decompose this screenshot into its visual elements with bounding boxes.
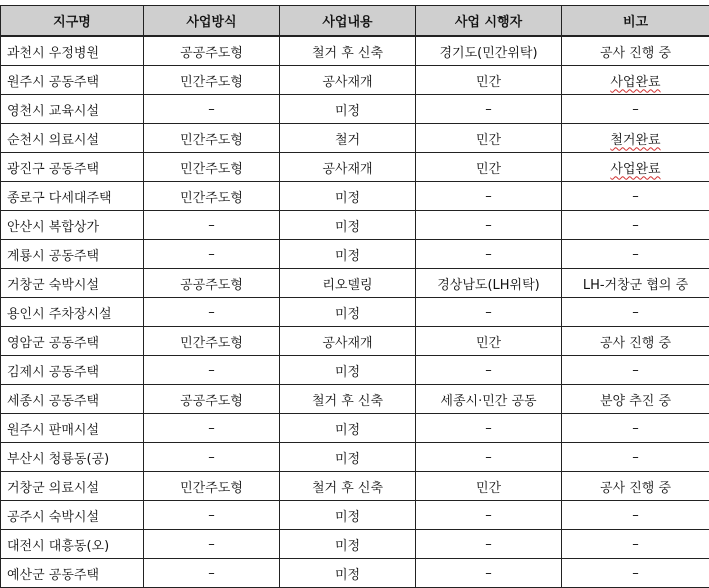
cell-note-text: –: [632, 217, 639, 233]
header-row: [1, 6, 709, 37]
cell-method: [144, 530, 280, 559]
cell-note: [562, 240, 709, 269]
cell-district-text: 광진구 공동주택: [7, 161, 100, 177]
cell-district: [1, 559, 144, 588]
cell-operator-text: 민간: [475, 335, 502, 351]
cell-method: [144, 356, 280, 385]
cell-method: [144, 182, 280, 211]
cell-note-text: 공사 진행 중: [599, 480, 672, 496]
cell-content-text: 미정: [334, 190, 361, 206]
cell-content-text: 미정: [334, 451, 361, 467]
cell-content: [280, 327, 416, 356]
cell-note-text: –: [632, 101, 639, 117]
cell-content-text: 미정: [334, 248, 361, 264]
cell-district-text: 영암군 공동주택: [7, 335, 100, 351]
cell-district-text: 계룡시 공동주택: [7, 248, 100, 264]
cell-district: [1, 95, 144, 124]
table-row: [1, 36, 709, 66]
cell-method: [144, 298, 280, 327]
cell-note-text: –: [632, 449, 639, 465]
cell-content: [280, 472, 416, 501]
cell-method-text: 민간주도형: [180, 74, 243, 90]
cell-district: [1, 327, 144, 356]
header-district: 지구명: [1, 6, 144, 37]
cell-district-text: 종로구 다세대주택: [7, 190, 112, 206]
cell-operator: [416, 182, 562, 211]
cell-district-text: 원주시 공동주택: [7, 74, 100, 90]
cell-operator-text: 민간: [475, 161, 502, 177]
cell-note-text: 철거완료: [610, 132, 661, 148]
cell-method-text: 공공주도형: [180, 277, 243, 293]
cell-note-text: –: [632, 420, 639, 436]
cell-note: [562, 36, 709, 66]
cell-content: [280, 269, 416, 298]
table-row: [1, 269, 709, 298]
cell-district-text: 영천시 교육시설: [7, 103, 100, 119]
cell-method-text: –: [208, 246, 215, 262]
cell-district: [1, 211, 144, 240]
cell-operator-text: –: [485, 420, 492, 436]
cell-operator: [416, 269, 562, 298]
cell-district: [1, 240, 144, 269]
cell-content-text: 공사재개: [322, 74, 373, 90]
table-row: [1, 356, 709, 385]
table-row: [1, 530, 709, 559]
cell-content: [280, 443, 416, 472]
cell-content: [280, 385, 416, 414]
cell-note-text: 분양 추진 중: [599, 393, 672, 409]
cell-district: [1, 124, 144, 153]
cell-method: [144, 211, 280, 240]
cell-operator-text: –: [485, 565, 492, 581]
cell-operator: [416, 95, 562, 124]
cell-method-text: –: [208, 362, 215, 378]
cell-note-text: –: [632, 536, 639, 552]
table-row: [1, 472, 709, 501]
cell-content-text: 공사재개: [322, 335, 373, 351]
cell-content: [280, 356, 416, 385]
cell-method-text: –: [208, 536, 215, 552]
cell-content-text: 미정: [334, 306, 361, 322]
cell-note-text: 공사 진행 중: [599, 335, 672, 351]
cell-operator-text: –: [485, 449, 492, 465]
cell-method: [144, 269, 280, 298]
table-body: [1, 36, 709, 588]
cell-note: [562, 269, 709, 298]
cell-note: [562, 356, 709, 385]
cell-district-text: 과천시 우정병원: [7, 45, 100, 61]
cell-district-text: 순천시 의료시설: [7, 132, 100, 148]
cell-operator: [416, 298, 562, 327]
table-row: [1, 153, 709, 182]
cell-district-text: 공주시 숙박시설: [7, 509, 100, 525]
cell-district: [1, 269, 144, 298]
cell-content: [280, 36, 416, 66]
cell-content-text: 미정: [334, 219, 361, 235]
cell-method-text: –: [208, 101, 215, 117]
cell-method: [144, 443, 280, 472]
cell-note-text: –: [632, 188, 639, 204]
table-row: [1, 240, 709, 269]
cell-note-text: –: [632, 362, 639, 378]
table-row: [1, 95, 709, 124]
cell-method: [144, 153, 280, 182]
cell-content-text: 공사재개: [322, 161, 373, 177]
cell-method: [144, 95, 280, 124]
cell-district: [1, 298, 144, 327]
cell-content: [280, 66, 416, 95]
cell-operator: [416, 124, 562, 153]
cell-district-text: 안산시 복합상가: [7, 219, 100, 235]
header-content: 사업내용: [280, 6, 416, 37]
cell-content: [280, 414, 416, 443]
cell-district-text: 대전시 대흥동(오): [7, 538, 110, 554]
table-row: [1, 211, 709, 240]
cell-note: [562, 559, 709, 588]
cell-note: [562, 385, 709, 414]
cell-operator: [416, 414, 562, 443]
cell-operator-text: –: [485, 101, 492, 117]
header-operator: 사업 시행자: [416, 6, 562, 37]
cell-content: [280, 211, 416, 240]
cell-operator-text: –: [485, 536, 492, 552]
header-method: 사업방식: [144, 6, 280, 37]
cell-method-text: –: [208, 565, 215, 581]
cell-operator: [416, 559, 562, 588]
cell-content-text: 철거 후 신축: [311, 45, 384, 61]
cell-content: [280, 124, 416, 153]
table-row: [1, 443, 709, 472]
cell-district: [1, 153, 144, 182]
cell-note: [562, 211, 709, 240]
table-row: [1, 66, 709, 95]
cell-content: [280, 530, 416, 559]
cell-method: [144, 66, 280, 95]
cell-note: [562, 414, 709, 443]
cell-note-text: –: [632, 565, 639, 581]
header-note: 비고: [562, 6, 709, 37]
cell-content-text: 철거 후 신축: [311, 393, 384, 409]
cell-content-text: 미정: [334, 567, 361, 583]
cell-method-text: –: [208, 449, 215, 465]
cell-operator: [416, 327, 562, 356]
cell-operator: [416, 36, 562, 66]
cell-operator-text: –: [485, 217, 492, 233]
cell-method: [144, 385, 280, 414]
cell-note: [562, 153, 709, 182]
cell-method-text: –: [208, 304, 215, 320]
cell-operator-text: 민간: [475, 480, 502, 496]
cell-operator: [416, 472, 562, 501]
cell-method: [144, 36, 280, 66]
cell-content: [280, 240, 416, 269]
cell-operator: [416, 501, 562, 530]
cell-method-text: 민간주도형: [180, 335, 243, 351]
cell-method: [144, 414, 280, 443]
cell-method: [144, 327, 280, 356]
cell-district-text: 세종시 공동주택: [7, 393, 100, 409]
cell-note: [562, 298, 709, 327]
cell-operator-text: –: [485, 362, 492, 378]
cell-method-text: –: [208, 217, 215, 233]
cell-method: [144, 124, 280, 153]
cell-district: [1, 356, 144, 385]
cell-method: [144, 240, 280, 269]
cell-district-text: 부산시 청룡동(공): [7, 451, 110, 467]
cell-note-text: 사업완료: [610, 74, 661, 90]
table-row: [1, 182, 709, 211]
cell-content: [280, 95, 416, 124]
table-row: [1, 327, 709, 356]
cell-note-text: –: [632, 304, 639, 320]
cell-operator: [416, 385, 562, 414]
cell-operator: [416, 443, 562, 472]
cell-content-text: 미정: [334, 509, 361, 525]
cell-district: [1, 443, 144, 472]
cell-content-text: 미정: [334, 364, 361, 380]
table-row: [1, 501, 709, 530]
cell-content: [280, 298, 416, 327]
cell-content-text: 미정: [334, 422, 361, 438]
cell-operator-text: –: [485, 507, 492, 523]
cell-district-text: 거창군 숙박시설: [7, 277, 100, 293]
cell-method-text: 민간주도형: [180, 161, 243, 177]
cell-content: [280, 153, 416, 182]
table-row: [1, 124, 709, 153]
cell-content-text: 철거 후 신축: [311, 480, 384, 496]
cell-operator-text: 민간: [475, 74, 502, 90]
table-row: [1, 559, 709, 588]
cell-note-text: 공사 진행 중: [599, 45, 672, 61]
cell-operator: [416, 240, 562, 269]
cell-note: [562, 327, 709, 356]
cell-method-text: –: [208, 507, 215, 523]
cell-note: [562, 472, 709, 501]
cell-content-text: 미정: [334, 103, 361, 119]
cell-method-text: 민간주도형: [180, 480, 243, 496]
cell-note: [562, 501, 709, 530]
cell-method: [144, 501, 280, 530]
cell-operator: [416, 153, 562, 182]
cell-note-text: –: [632, 246, 639, 262]
cell-note: [562, 95, 709, 124]
cell-district-text: 김제시 공동주택: [7, 364, 100, 380]
cell-district: [1, 414, 144, 443]
cell-operator-text: –: [485, 188, 492, 204]
cell-content: [280, 182, 416, 211]
cell-note-text: LH-거창군 협의 중: [582, 277, 689, 293]
cell-operator-text: 민간: [475, 132, 502, 148]
cell-note-text: 사업완료: [610, 161, 661, 177]
cell-operator: [416, 211, 562, 240]
cell-operator-text: 경상남도(LH위탁): [437, 277, 540, 293]
cell-district: [1, 182, 144, 211]
cell-district: [1, 530, 144, 559]
cell-content-text: 리오델링: [322, 277, 373, 293]
cell-district-text: 원주시 판매시설: [7, 422, 100, 438]
project-status-table: [0, 5, 709, 588]
table-row: [1, 414, 709, 443]
cell-note: [562, 530, 709, 559]
cell-method-text: 공공주도형: [180, 45, 243, 61]
cell-district-text: 예산군 공동주택: [7, 567, 100, 583]
cell-operator-text: 경기도(민간위탁): [439, 45, 538, 61]
cell-method-text: 민간주도형: [180, 190, 243, 206]
cell-method: [144, 472, 280, 501]
cell-district-text: 용인시 주차장시설: [7, 306, 112, 322]
cell-district: [1, 36, 144, 66]
cell-operator: [416, 530, 562, 559]
cell-note: [562, 124, 709, 153]
cell-content-text: 미정: [334, 538, 361, 554]
cell-content: [280, 559, 416, 588]
cell-method: [144, 559, 280, 588]
cell-note-text: –: [632, 507, 639, 523]
table-row: [1, 298, 709, 327]
cell-content: [280, 501, 416, 530]
cell-operator: [416, 66, 562, 95]
cell-district: [1, 385, 144, 414]
cell-note: [562, 182, 709, 211]
cell-method-text: 민간주도형: [180, 132, 243, 148]
cell-operator-text: –: [485, 246, 492, 262]
cell-method-text: 공공주도형: [180, 393, 243, 409]
cell-operator-text: 세종시·민간 공동: [440, 393, 537, 409]
cell-district: [1, 501, 144, 530]
cell-district: [1, 66, 144, 95]
cell-content-text: 철거: [334, 132, 361, 148]
cell-district: [1, 472, 144, 501]
cell-note: [562, 443, 709, 472]
cell-district-text: 거창군 의료시설: [7, 480, 100, 496]
cell-note: [562, 66, 709, 95]
cell-operator-text: –: [485, 304, 492, 320]
table-row: [1, 385, 709, 414]
cell-operator: [416, 356, 562, 385]
cell-method-text: –: [208, 420, 215, 436]
